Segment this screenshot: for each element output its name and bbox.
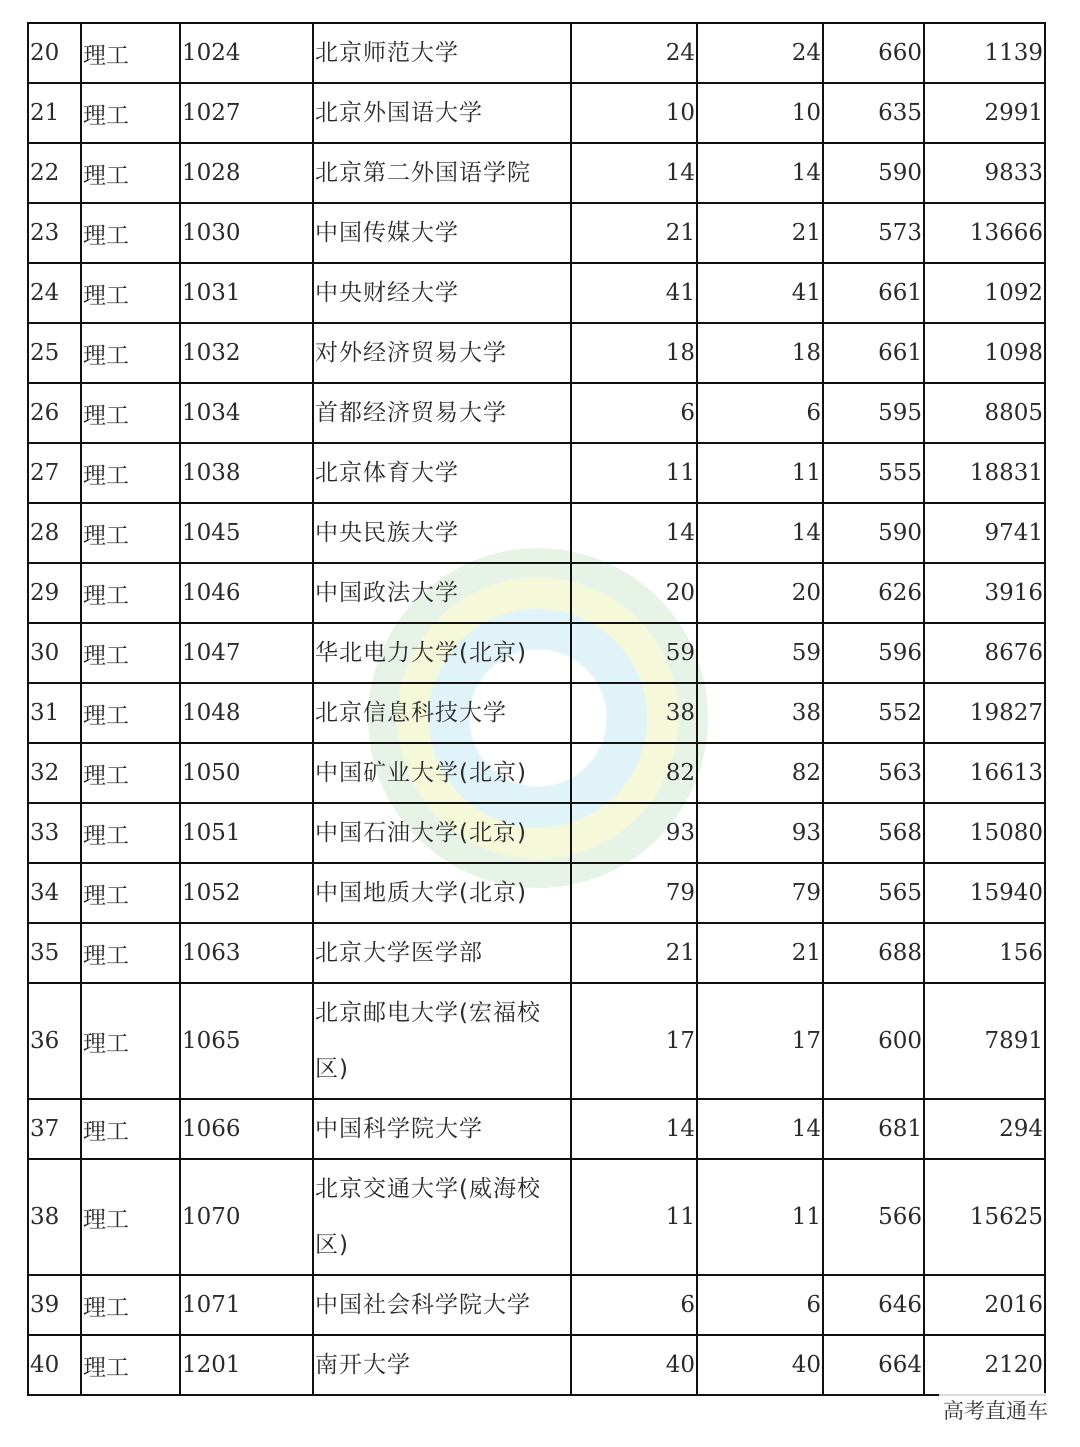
table-row bbox=[28, 1099, 1045, 1159]
plan-count-cell: 93 bbox=[571, 803, 697, 863]
table-row bbox=[28, 983, 1045, 1099]
min-score-cell: 552 bbox=[823, 683, 924, 743]
min-rank-cell: 18831 bbox=[924, 443, 1045, 503]
table-row bbox=[28, 263, 1045, 323]
min-rank-cell: 9741 bbox=[924, 503, 1045, 563]
admitted-count-cell: 14 bbox=[697, 503, 823, 563]
school-name-cell: 中国地质大学(北京) bbox=[313, 863, 571, 923]
min-rank-cell: 16613 bbox=[924, 743, 1045, 803]
row-number-cell: 28 bbox=[28, 503, 81, 563]
table-row bbox=[28, 1275, 1045, 1335]
plan-count-cell: 6 bbox=[571, 1275, 697, 1335]
admitted-count-cell: 11 bbox=[697, 443, 823, 503]
min-score-cell: 568 bbox=[823, 803, 924, 863]
school-code-cell: 1052 bbox=[180, 863, 313, 923]
min-rank-cell: 15940 bbox=[924, 863, 1045, 923]
category-cell: 理工 bbox=[81, 323, 180, 383]
min-rank-cell: 13666 bbox=[924, 203, 1045, 263]
plan-count-cell: 21 bbox=[571, 203, 697, 263]
category-cell: 理工 bbox=[81, 83, 180, 143]
category-cell: 理工 bbox=[81, 263, 180, 323]
row-number-cell: 25 bbox=[28, 323, 81, 383]
row-number-cell: 30 bbox=[28, 623, 81, 683]
admitted-count-cell: 41 bbox=[697, 263, 823, 323]
category-cell: 理工 bbox=[81, 623, 180, 683]
school-name-cell: 北京第二外国语学院 bbox=[313, 143, 571, 203]
school-code-cell: 1201 bbox=[180, 1335, 313, 1395]
school-name-cell: 中国石油大学(北京) bbox=[313, 803, 571, 863]
school-code-cell: 1071 bbox=[180, 1275, 313, 1335]
min-score-cell: 681 bbox=[823, 1099, 924, 1159]
row-number-cell: 38 bbox=[28, 1159, 81, 1275]
row-number-cell: 21 bbox=[28, 83, 81, 143]
category-cell: 理工 bbox=[81, 563, 180, 623]
min-rank-cell: 15625 bbox=[924, 1159, 1045, 1275]
min-rank-cell: 1139 bbox=[924, 23, 1045, 83]
min-score-cell: 555 bbox=[823, 443, 924, 503]
plan-count-cell: 17 bbox=[571, 983, 697, 1099]
admitted-count-cell: 79 bbox=[697, 863, 823, 923]
school-name-cell: 中国矿业大学(北京) bbox=[313, 743, 571, 803]
plan-count-cell: 14 bbox=[571, 143, 697, 203]
table-row bbox=[28, 83, 1045, 143]
min-score-cell: 635 bbox=[823, 83, 924, 143]
school-name-cell: 南开大学 bbox=[313, 1335, 571, 1395]
min-score-cell: 664 bbox=[823, 1335, 924, 1395]
min-score-cell: 563 bbox=[823, 743, 924, 803]
admitted-count-cell: 93 bbox=[697, 803, 823, 863]
row-number-cell: 29 bbox=[28, 563, 81, 623]
min-rank-cell: 294 bbox=[924, 1099, 1045, 1159]
admitted-count-cell: 10 bbox=[697, 83, 823, 143]
min-rank-cell: 156 bbox=[924, 923, 1045, 983]
admitted-count-cell: 21 bbox=[697, 923, 823, 983]
school-code-cell: 1047 bbox=[180, 623, 313, 683]
min-score-cell: 595 bbox=[823, 383, 924, 443]
school-name-cell: 首都经济贸易大学 bbox=[313, 383, 571, 443]
row-number-cell: 23 bbox=[28, 203, 81, 263]
table-row bbox=[28, 623, 1045, 683]
row-number-cell: 39 bbox=[28, 1275, 81, 1335]
min-rank-cell: 9833 bbox=[924, 143, 1045, 203]
school-name-cell: 中国传媒大学 bbox=[313, 203, 571, 263]
row-number-cell: 20 bbox=[28, 23, 81, 83]
school-name-cell: 北京师范大学 bbox=[313, 23, 571, 83]
admitted-count-cell: 20 bbox=[697, 563, 823, 623]
school-name-cell: 北京大学医学部 bbox=[313, 923, 571, 983]
min-rank-cell: 1092 bbox=[924, 263, 1045, 323]
category-cell: 理工 bbox=[81, 23, 180, 83]
school-code-cell: 1066 bbox=[180, 1099, 313, 1159]
category-cell: 理工 bbox=[81, 503, 180, 563]
school-code-cell: 1045 bbox=[180, 503, 313, 563]
min-rank-cell: 8676 bbox=[924, 623, 1045, 683]
school-name-cell: 对外经济贸易大学 bbox=[313, 323, 571, 383]
min-score-cell: 566 bbox=[823, 1159, 924, 1275]
plan-count-cell: 11 bbox=[571, 443, 697, 503]
category-cell: 理工 bbox=[81, 803, 180, 863]
school-name-cell: 北京外国语大学 bbox=[313, 83, 571, 143]
row-number-cell: 36 bbox=[28, 983, 81, 1099]
min-rank-cell: 2991 bbox=[924, 83, 1045, 143]
school-name-cell: 中国社会科学院大学 bbox=[313, 1275, 571, 1335]
min-score-cell: 573 bbox=[823, 203, 924, 263]
category-cell: 理工 bbox=[81, 443, 180, 503]
admitted-count-cell: 40 bbox=[697, 1335, 823, 1395]
admission-table bbox=[27, 22, 1046, 1396]
admitted-count-cell: 59 bbox=[697, 623, 823, 683]
table-body bbox=[28, 23, 1045, 1395]
table-row bbox=[28, 143, 1045, 203]
plan-count-cell: 79 bbox=[571, 863, 697, 923]
row-number-cell: 40 bbox=[28, 1335, 81, 1395]
min-rank-cell: 7891 bbox=[924, 983, 1045, 1099]
table-row bbox=[28, 203, 1045, 263]
row-number-cell: 22 bbox=[28, 143, 81, 203]
table-row bbox=[28, 863, 1045, 923]
plan-count-cell: 24 bbox=[571, 23, 697, 83]
row-number-cell: 37 bbox=[28, 1099, 81, 1159]
admitted-count-cell: 82 bbox=[697, 743, 823, 803]
admitted-count-cell: 11 bbox=[697, 1159, 823, 1275]
row-number-cell: 32 bbox=[28, 743, 81, 803]
table-row bbox=[28, 743, 1045, 803]
category-cell: 理工 bbox=[81, 143, 180, 203]
min-score-cell: 646 bbox=[823, 1275, 924, 1335]
source-watermark: 高考直通车 bbox=[939, 1393, 1052, 1427]
school-code-cell: 1051 bbox=[180, 803, 313, 863]
row-number-cell: 27 bbox=[28, 443, 81, 503]
min-score-cell: 590 bbox=[823, 503, 924, 563]
admitted-count-cell: 6 bbox=[697, 1275, 823, 1335]
min-score-cell: 626 bbox=[823, 563, 924, 623]
school-code-cell: 1024 bbox=[180, 23, 313, 83]
school-name-cell: 北京交通大学(威海校区) bbox=[313, 1159, 571, 1275]
category-cell: 理工 bbox=[81, 863, 180, 923]
school-code-cell: 1048 bbox=[180, 683, 313, 743]
min-rank-cell: 2120 bbox=[924, 1335, 1045, 1395]
min-score-cell: 660 bbox=[823, 23, 924, 83]
admitted-count-cell: 14 bbox=[697, 1099, 823, 1159]
row-number-cell: 33 bbox=[28, 803, 81, 863]
admitted-count-cell: 21 bbox=[697, 203, 823, 263]
plan-count-cell: 40 bbox=[571, 1335, 697, 1395]
school-code-cell: 1050 bbox=[180, 743, 313, 803]
category-cell: 理工 bbox=[81, 923, 180, 983]
plan-count-cell: 82 bbox=[571, 743, 697, 803]
school-code-cell: 1038 bbox=[180, 443, 313, 503]
school-name-cell: 北京体育大学 bbox=[313, 443, 571, 503]
table-row bbox=[28, 323, 1045, 383]
category-cell: 理工 bbox=[81, 383, 180, 443]
min-rank-cell: 15080 bbox=[924, 803, 1045, 863]
min-score-cell: 661 bbox=[823, 263, 924, 323]
plan-count-cell: 21 bbox=[571, 923, 697, 983]
min-score-cell: 590 bbox=[823, 143, 924, 203]
plan-count-cell: 14 bbox=[571, 503, 697, 563]
row-number-cell: 26 bbox=[28, 383, 81, 443]
admitted-count-cell: 38 bbox=[697, 683, 823, 743]
school-code-cell: 1070 bbox=[180, 1159, 313, 1275]
admitted-count-cell: 14 bbox=[697, 143, 823, 203]
category-cell: 理工 bbox=[81, 683, 180, 743]
min-rank-cell: 1098 bbox=[924, 323, 1045, 383]
category-cell: 理工 bbox=[81, 1275, 180, 1335]
category-cell: 理工 bbox=[81, 203, 180, 263]
table-row bbox=[28, 443, 1045, 503]
row-number-cell: 31 bbox=[28, 683, 81, 743]
plan-count-cell: 6 bbox=[571, 383, 697, 443]
min-score-cell: 565 bbox=[823, 863, 924, 923]
school-name-cell: 北京信息科技大学 bbox=[313, 683, 571, 743]
min-score-cell: 661 bbox=[823, 323, 924, 383]
table-row bbox=[28, 803, 1045, 863]
plan-count-cell: 10 bbox=[571, 83, 697, 143]
school-code-cell: 1031 bbox=[180, 263, 313, 323]
plan-count-cell: 41 bbox=[571, 263, 697, 323]
row-number-cell: 34 bbox=[28, 863, 81, 923]
school-name-cell: 北京邮电大学(宏福校区) bbox=[313, 983, 571, 1099]
min-rank-cell: 19827 bbox=[924, 683, 1045, 743]
min-score-cell: 600 bbox=[823, 983, 924, 1099]
table-row bbox=[28, 923, 1045, 983]
category-cell: 理工 bbox=[81, 743, 180, 803]
min-rank-cell: 8805 bbox=[924, 383, 1045, 443]
plan-count-cell: 14 bbox=[571, 1099, 697, 1159]
category-cell: 理工 bbox=[81, 983, 180, 1099]
school-name-cell: 中国政法大学 bbox=[313, 563, 571, 623]
min-rank-cell: 2016 bbox=[924, 1275, 1045, 1335]
min-rank-cell: 3916 bbox=[924, 563, 1045, 623]
school-code-cell: 1027 bbox=[180, 83, 313, 143]
min-score-cell: 688 bbox=[823, 923, 924, 983]
school-code-cell: 1034 bbox=[180, 383, 313, 443]
table-row bbox=[28, 683, 1045, 743]
row-number-cell: 35 bbox=[28, 923, 81, 983]
table-row bbox=[28, 1159, 1045, 1275]
school-code-cell: 1028 bbox=[180, 143, 313, 203]
school-code-cell: 1030 bbox=[180, 203, 313, 263]
table-row bbox=[28, 1335, 1045, 1395]
table-row bbox=[28, 23, 1045, 83]
admitted-count-cell: 18 bbox=[697, 323, 823, 383]
admitted-count-cell: 24 bbox=[697, 23, 823, 83]
school-code-cell: 1032 bbox=[180, 323, 313, 383]
plan-count-cell: 11 bbox=[571, 1159, 697, 1275]
table-row bbox=[28, 563, 1045, 623]
plan-count-cell: 20 bbox=[571, 563, 697, 623]
table-row bbox=[28, 383, 1045, 443]
min-score-cell: 596 bbox=[823, 623, 924, 683]
school-code-cell: 1063 bbox=[180, 923, 313, 983]
school-name-cell: 华北电力大学(北京) bbox=[313, 623, 571, 683]
admitted-count-cell: 17 bbox=[697, 983, 823, 1099]
row-number-cell: 24 bbox=[28, 263, 81, 323]
school-code-cell: 1065 bbox=[180, 983, 313, 1099]
plan-count-cell: 38 bbox=[571, 683, 697, 743]
admitted-count-cell: 6 bbox=[697, 383, 823, 443]
category-cell: 理工 bbox=[81, 1335, 180, 1395]
school-name-cell: 中国科学院大学 bbox=[313, 1099, 571, 1159]
plan-count-cell: 18 bbox=[571, 323, 697, 383]
school-name-cell: 中央民族大学 bbox=[313, 503, 571, 563]
category-cell: 理工 bbox=[81, 1159, 180, 1275]
category-cell: 理工 bbox=[81, 1099, 180, 1159]
table-row bbox=[28, 503, 1045, 563]
plan-count-cell: 59 bbox=[571, 623, 697, 683]
school-name-cell: 中央财经大学 bbox=[313, 263, 571, 323]
school-code-cell: 1046 bbox=[180, 563, 313, 623]
